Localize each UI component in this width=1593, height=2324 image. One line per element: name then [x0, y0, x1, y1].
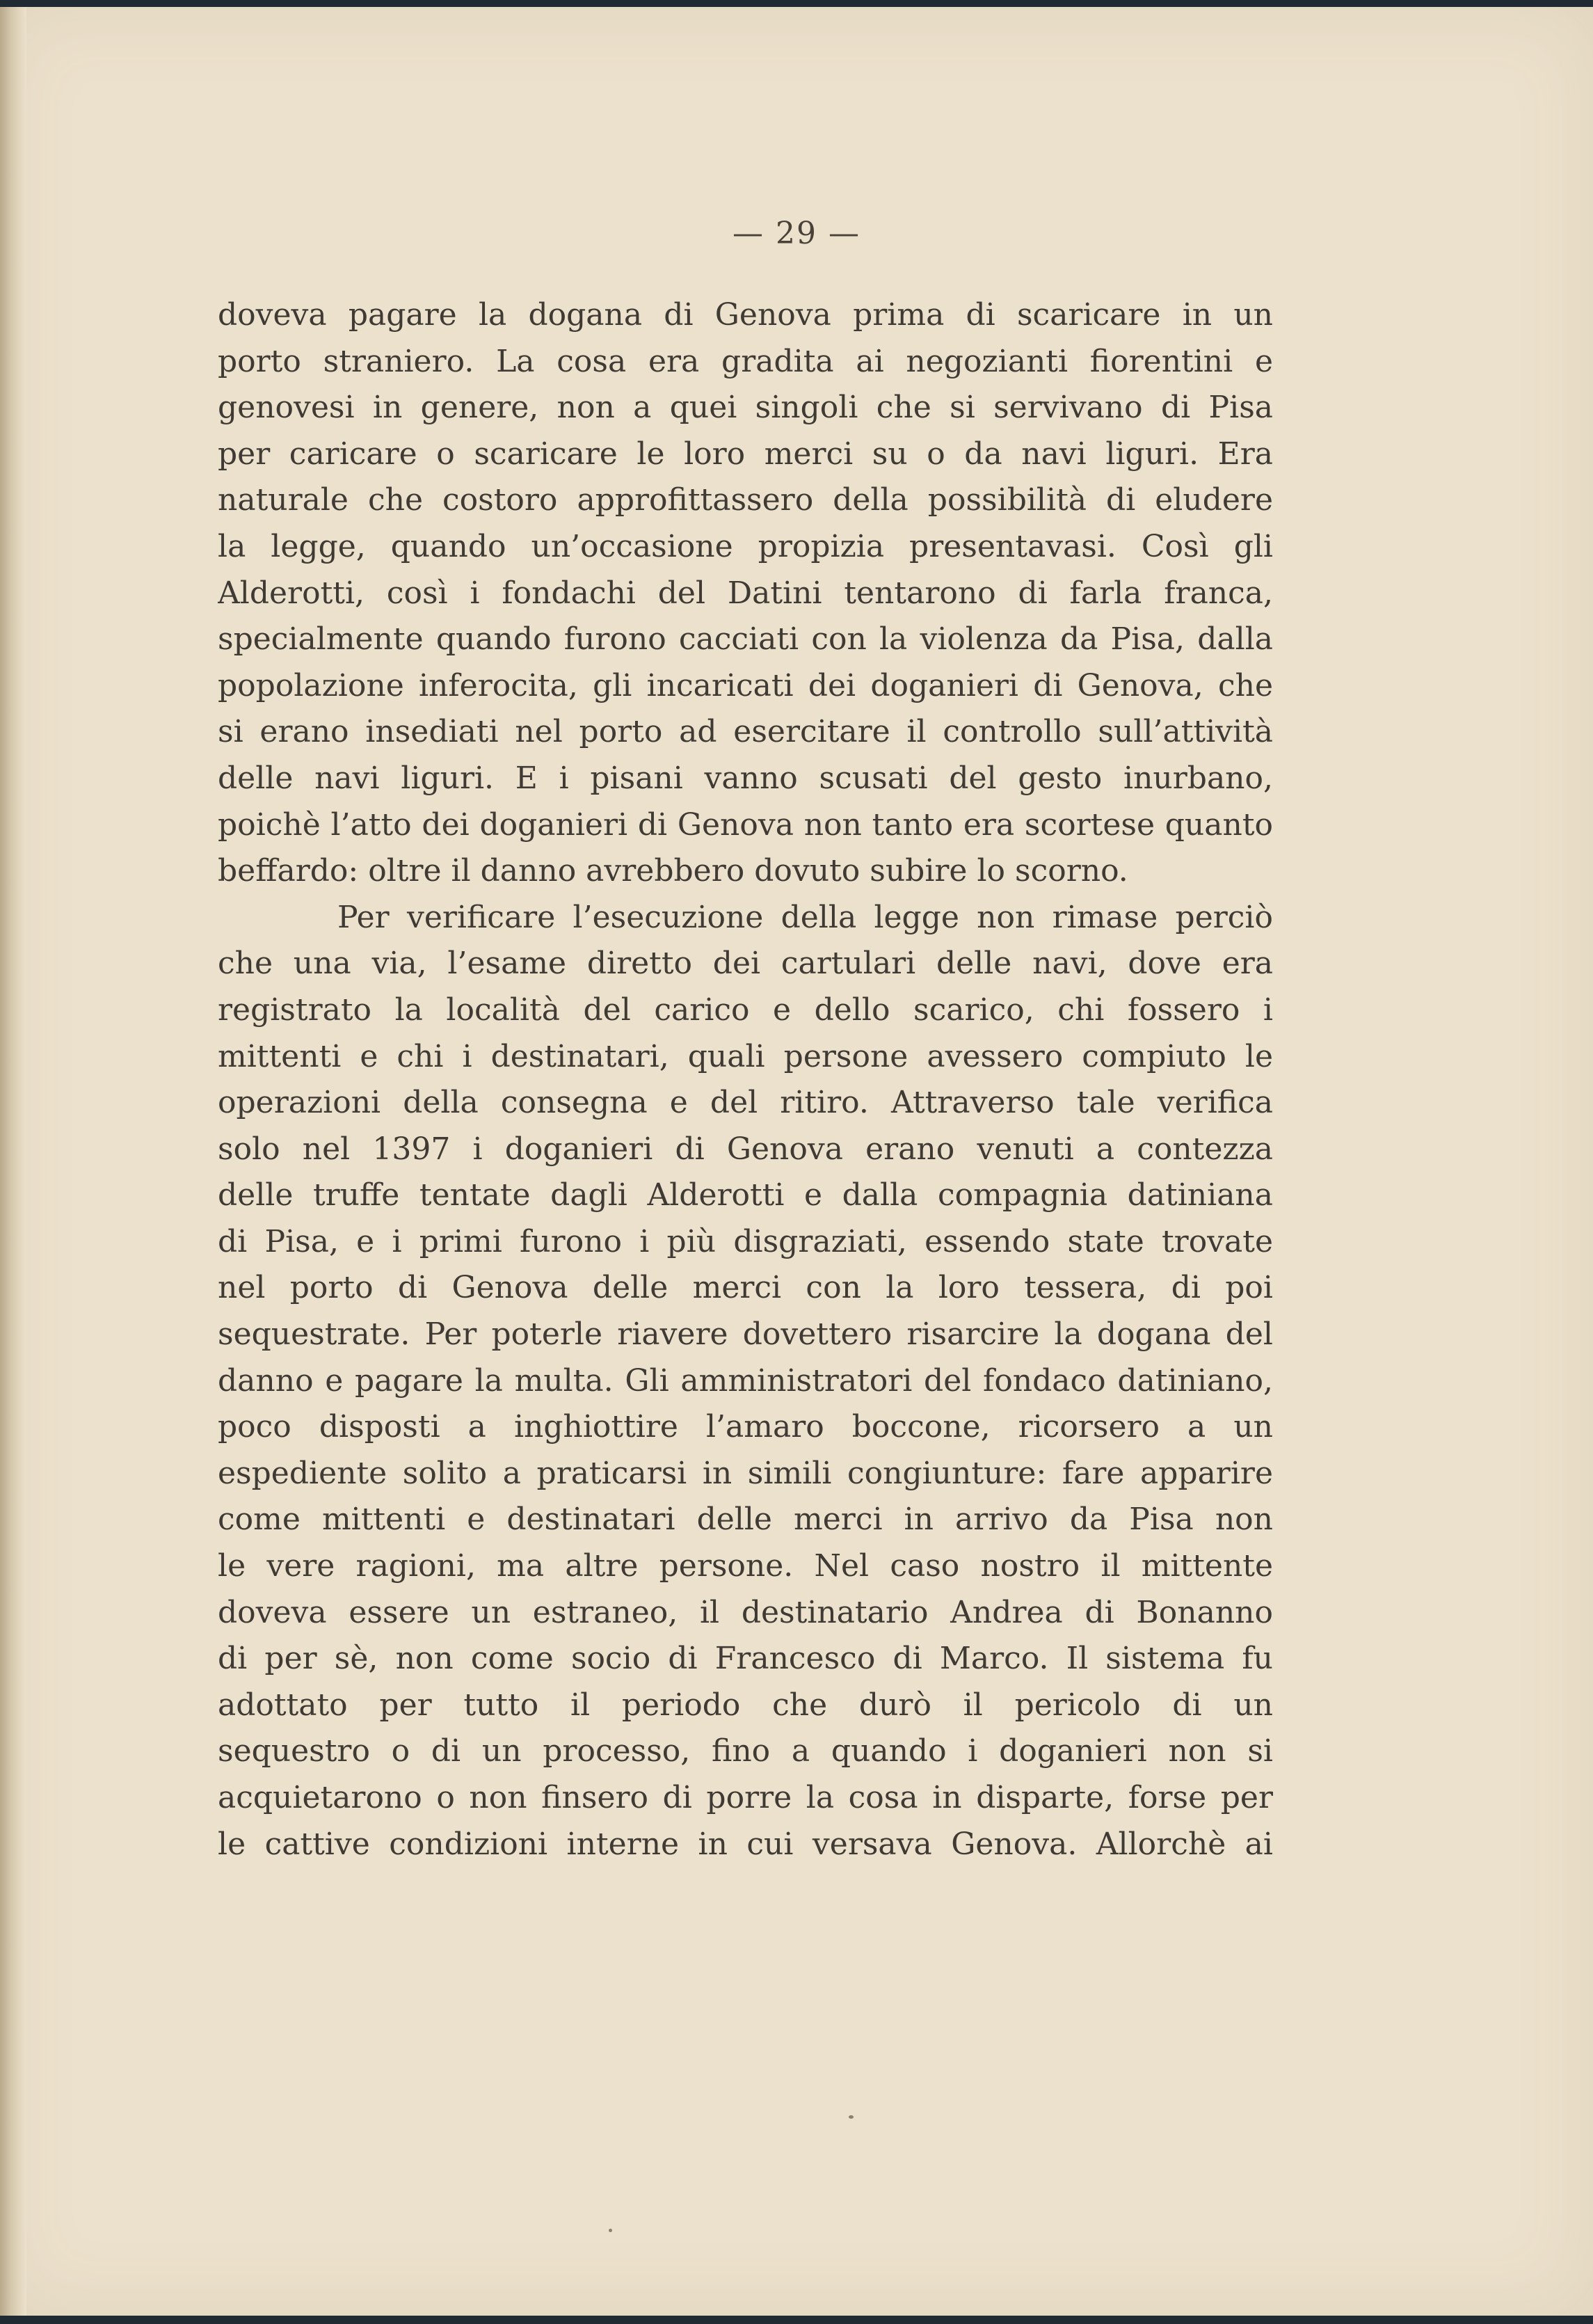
- text-line: nel porto di Genova delle merci con la loro tessera, di poi: [218, 1270, 1273, 1306]
- text-line: mittenti e chi i destinatari, quali persone avessero compiuto le: [218, 1038, 1273, 1074]
- text-line: di per sè, non come socio di Francesco di Marco. Il sistema fu: [218, 1641, 1273, 1677]
- text-line: espediente solito a praticarsi in simili congiunture: fare apparire: [218, 1455, 1273, 1491]
- text-line: doveva essere un estraneo, il destinatario Andrea di Bonanno: [218, 1594, 1273, 1630]
- text-line: specialmente quando furono cacciati con la violenza da Pisa, dalla: [218, 621, 1273, 658]
- text-line: danno e pagare la multa. Gli amministratori del fondaco datiniano,: [218, 1362, 1273, 1399]
- text-line: genovesi in genere, non a quei singoli che si servivano di Pisa: [218, 390, 1273, 426]
- page-binding-shadow: [0, 7, 26, 2316]
- text-line: si erano insediati nel porto ad esercitare il controllo sull’attività: [218, 714, 1273, 750]
- body-text: [218, 292, 1273, 1868]
- text-line: doveva pagare la dogana di Genova prima di scaricare in un: [218, 297, 1273, 333]
- text-line: sequestrate. Per poterle riavere dovettero risarcire la dogana del: [218, 1316, 1273, 1353]
- text-line: le cattive condizioni interne in cui versava Genova. Allorchè ai: [218, 1826, 1273, 1862]
- paper-speck: [849, 2115, 854, 2119]
- paragraph-start-line: Per verificare l’esecuzione della legge non rimase perciò: [337, 899, 1273, 935]
- text-line: solo nel 1397 i doganieri di Genova erano venuti a contezza: [218, 1131, 1273, 1167]
- text-line: sequestro o di un processo, fino a quando i doganieri non si: [218, 1733, 1273, 1769]
- text-line: la legge, quando un’occasione propizia presentavasi. Così gli: [218, 528, 1273, 564]
- text-line: operazioni della consegna e del ritiro. Attraverso tale verifica: [218, 1085, 1273, 1121]
- text-line: per caricare o scaricare le loro merci su o da navi liguri. Era: [218, 436, 1273, 472]
- text-line: Alderotti, così i fondachi del Datini tentarono di farla franca,: [218, 575, 1273, 611]
- text-line: poichè l’atto dei doganieri di Genova non tanto era scortese quanto: [218, 806, 1273, 843]
- text-line: adottato per tutto il periodo che durò il pericolo di un: [218, 1687, 1273, 1723]
- text-line: come mittenti e destinatari delle merci in arrivo da Pisa non: [218, 1502, 1273, 1538]
- text-line: naturale che costoro approfittassero della possibilità di eludere: [218, 482, 1273, 518]
- paper-speck: [609, 2229, 612, 2232]
- text-line: delle navi liguri. E i pisani vanno scusati del gesto inurbano,: [218, 760, 1273, 796]
- text-line: popolazione inferocita, gli incaricati dei doganieri di Genova, che: [218, 667, 1273, 703]
- page-number: — 29 —: [733, 216, 860, 251]
- text-line: porto straniero. La cosa era gradita ai negozianti fiorentini e: [218, 343, 1273, 379]
- paragraph-end-line: beffardo: oltre il danno avrebbero dovuto subire lo scorno.: [218, 853, 1128, 889]
- text-line: di Pisa, e i primi furono i più disgraziati, essendo state trovate: [218, 1223, 1273, 1259]
- text-line: acquietarono o non finsero di porre la cosa in disparte, forse per: [218, 1780, 1273, 1815]
- text-line: delle truffe tentate dagli Alderotti e dalla compagnia datiniana: [218, 1177, 1273, 1213]
- text-line: poco disposti a inghiottire l’amaro boccone, ricorsero a un: [218, 1409, 1273, 1445]
- text-line: le vere ragioni, ma altre persone. Nel caso nostro il mittente: [218, 1548, 1273, 1584]
- text-line: registrato la località del carico e dello scarico, chi fossero i: [218, 992, 1273, 1028]
- text-line: che una via, l’esame diretto dei cartulari delle navi, dove era: [218, 946, 1273, 982]
